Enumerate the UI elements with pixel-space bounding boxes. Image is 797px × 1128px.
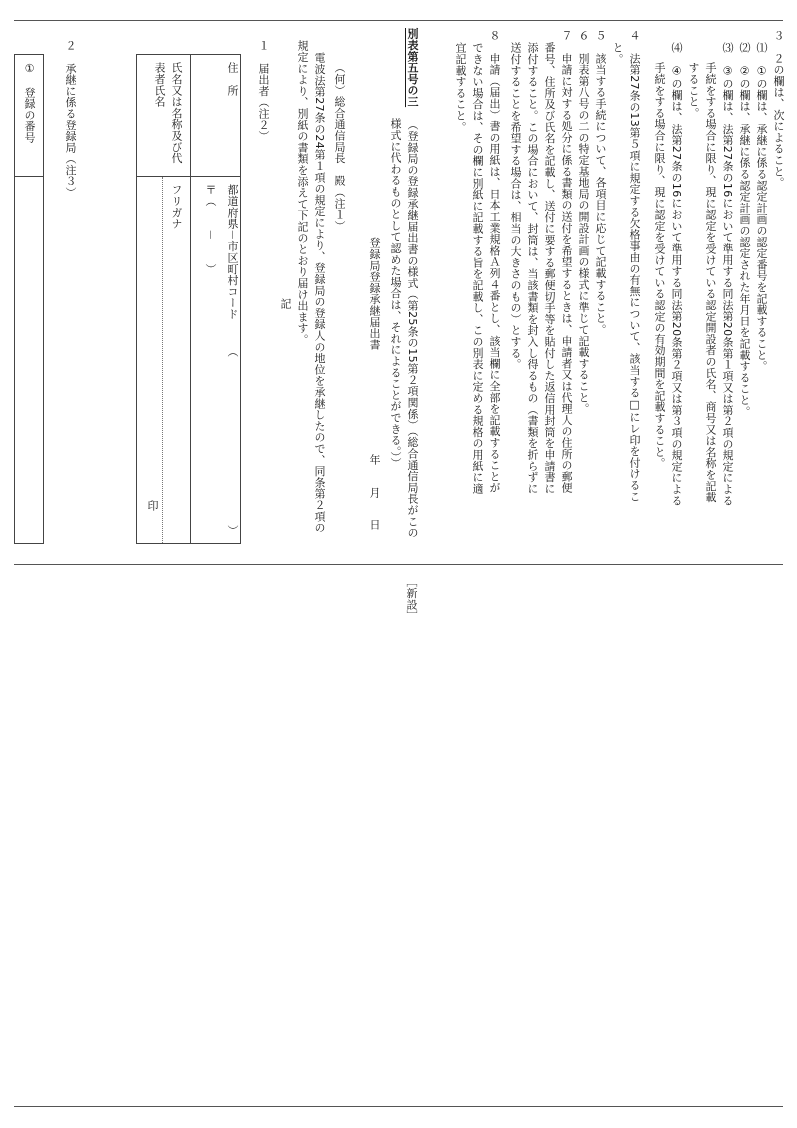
new-label: ［新設］ bbox=[405, 576, 418, 622]
body-line-2: 規定により、別紙の書類を添えて下記のとおり届け出ます。 bbox=[296, 40, 309, 346]
addressee: （何）総合通信局長 殿（注１） bbox=[333, 62, 346, 232]
note-line: ５ 該当する手続について、各項目に応じて記載すること。 bbox=[594, 30, 607, 336]
ki-label: 記 bbox=[279, 298, 292, 310]
form-heading-continued: 様式に代わるものとして認めた場合は、それによることができる。）） bbox=[389, 118, 402, 469]
note-line: ⑶ ③の欄は、法第27条の16において準用する同法第20条第１項又は第２項の規定による bbox=[721, 42, 734, 506]
prefecture-code-label: 都道府県－市区町村コード bbox=[226, 184, 239, 320]
form-heading-text: （登録局の登録承継届出書の様式（第25条の15第２項関係）（総合通信局長がこの bbox=[406, 119, 419, 539]
address-label: 住 所 bbox=[226, 62, 239, 96]
note-line: ３ ２の欄は、次によること。 bbox=[772, 30, 785, 189]
table-col-divider bbox=[14, 176, 44, 177]
note-line: ⑷ ④の欄は、法第27条の16において準用する同法第20条第２項又は第３項の規定による bbox=[670, 42, 683, 506]
furigana-dotted-divider bbox=[162, 177, 163, 543]
registration-number-label: ① 登録の番号 bbox=[23, 62, 36, 144]
note-line: ４ 法第27条の13第５項に規定する欠格事由の有無について、該当する□にレ印を付けるこ bbox=[628, 30, 641, 502]
note-line: と。 bbox=[611, 42, 624, 65]
postal-code-field: 〒（ － ） bbox=[204, 184, 217, 275]
name-label-line2: 表者氏名 bbox=[153, 62, 166, 108]
name-label-line1: 氏名又は名称及び代 bbox=[170, 62, 183, 164]
note-line: できない場合は、その欄に別紙に記載する旨を記載し、この別表に定める規格の用紙に適 bbox=[471, 42, 484, 494]
note-line: すること。 bbox=[687, 62, 700, 119]
body-line-1: 電波法第27条の24第１項の規定により、登録局の登録人の地位を承継したので、同条第２項の bbox=[313, 52, 326, 534]
note-line: 手続をする場合に限り、現に認定を受けている認定の有効期間を記載すること。 bbox=[653, 62, 666, 469]
note-line: ６ 別表第八号の二の特定基地局の開設計画の様式に準じて記載すること。 bbox=[577, 30, 590, 415]
bottom-rule bbox=[14, 1106, 783, 1107]
furigana-label: フリガナ bbox=[170, 184, 183, 230]
top-rule bbox=[14, 20, 783, 21]
table-row-divider bbox=[190, 54, 191, 544]
code-paren-open: （ bbox=[226, 346, 239, 358]
date-month: 月 bbox=[368, 487, 381, 499]
seal-mark: 印 bbox=[146, 500, 159, 512]
note-line: 番号、住所及び氏名を記載し、送付に要する郵便切手等を貼付した返信用封筒を申請書に bbox=[543, 42, 556, 494]
section-2-heading: ２ 承継に係る登録局（注３） bbox=[64, 40, 77, 199]
date-year: 年 bbox=[368, 454, 381, 466]
section-1-heading: １ 届出者（注２） bbox=[257, 40, 270, 142]
note-line: ８ 申請（届出）書の用紙は、日本工業規格Ａ列４番とし、該当欄に全部を記載することが bbox=[488, 30, 501, 494]
table-col-divider bbox=[136, 176, 241, 177]
note-line: ⑵ ②の欄は、承継に係る認定計画の認定された年月日を記載すること。 bbox=[738, 42, 751, 417]
form-title: 登録局登録承継届出書 bbox=[368, 237, 381, 350]
middle-rule bbox=[14, 564, 783, 565]
note-line: ７ 申請に対する処分に係る書類の送付を希望するときは、申請者又は代理人の住所の郵便 bbox=[560, 30, 573, 494]
note-line: 添付すること。この場合において、封筒は、当該書類を封入し得るもの（書類を折らずに bbox=[526, 42, 539, 494]
note-line: 送付することを希望する場合は、相当の大きさのもの）とする。 bbox=[509, 42, 522, 370]
note-line: 宜記載すること。 bbox=[454, 42, 467, 133]
code-paren-close: ） bbox=[226, 525, 239, 537]
note-line: ⑴ ①の欄は、承継に係る認定計画の認定番号を記載すること。 bbox=[755, 42, 768, 372]
form-heading-label: 別表第五号の三 bbox=[406, 28, 419, 108]
note-line: 手続をする場合に限り、現に認定を受けている認定開設者の氏名、商号又は名称を記載 bbox=[704, 62, 717, 503]
date-day: 日 bbox=[368, 519, 381, 531]
